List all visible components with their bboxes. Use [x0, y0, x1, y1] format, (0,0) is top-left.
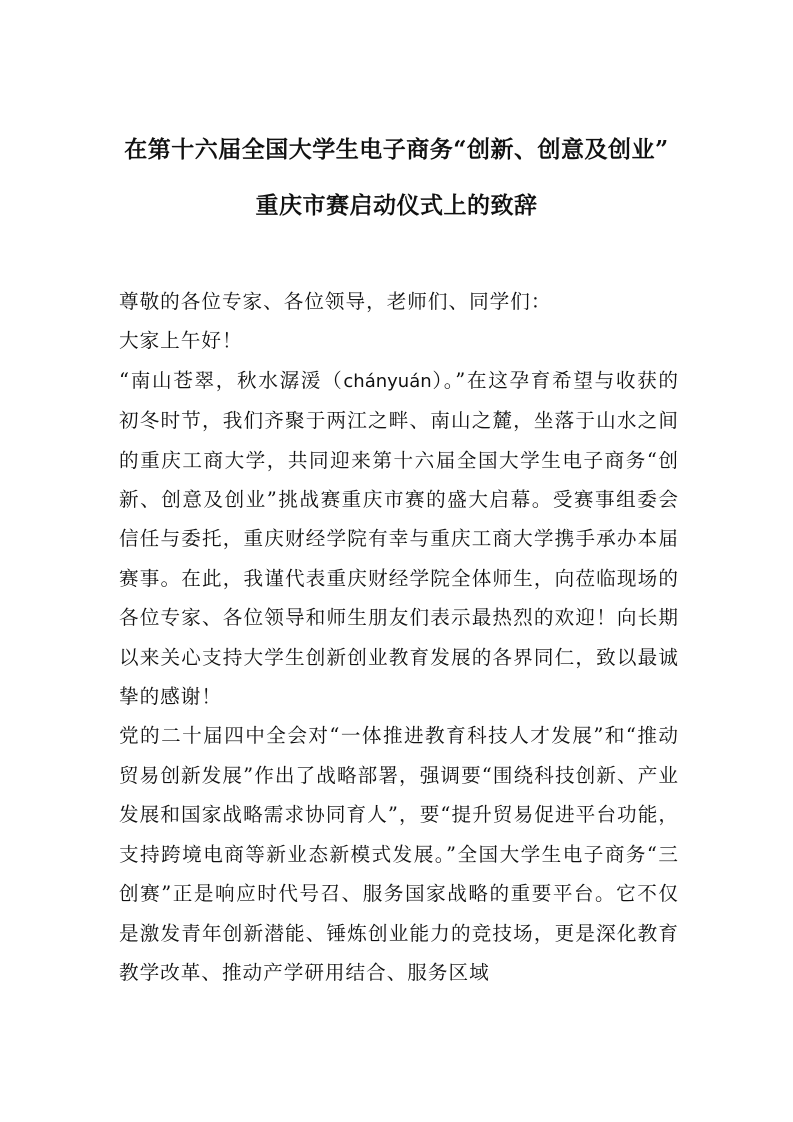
- title-line-2: 重庆市赛启动仪式上的致辞: [255, 192, 538, 219]
- greeting: 大家上午好！: [119, 329, 243, 353]
- title-line-1: 在第十六届全国大学生电子商务“创新、创意及创业”: [124, 136, 669, 163]
- document-title: [90, 122, 703, 234]
- paragraph-strategy: 党的二十届四中全会对“一体推进教育科技人才发展”和“推动贸易创新发展”作出了战略部署，强调要“围绕科技创新、产业发展和国家战略需求协同育人”，要“提升贸易促进平台功能，支持跨境电商等新业态新模式发展。”全国大学生电子商务“三创赛”正是响应时代号召、服务国家战略的重要平台。它不仅是激发青年创新潜能、锤炼创业能力的竞技场，更是深化教育教学改革、推动产学研用结合、服务区域: [119, 724, 679, 984]
- paragraph-opening-before: “南山苍翠，秋水潺湲（: [119, 368, 344, 392]
- pinyin-annotation: chányuán: [343, 370, 432, 392]
- document-body: [119, 282, 679, 992]
- salutation: 尊敬的各位专家、各位领导，老师们、同学们：: [119, 290, 552, 313]
- paragraph-opening-after: ）。”在这孕育希望与收获的初冬时节，我们齐聚于两江之畔、南山之麓，坐落于山水之间的重庆工商大学，共同迎来第十六届全国大学生电子商务“创新、创意及创业”挑战赛重庆市赛的盛大启幕。受赛事组委会信任与委托，重庆财经学院有幸与重庆工商大学携手承办本届赛事。在此，我谨代表重庆财经学院全体师生，向莅临现场的各位专家、各位领导和师生朋友们表示最热烈的欢迎！向长期以来关心支持大学生创新创业教育发展的各界同仁，致以最诚挚的感谢！: [119, 368, 679, 709]
- paragraph-opening: [119, 361, 679, 717]
